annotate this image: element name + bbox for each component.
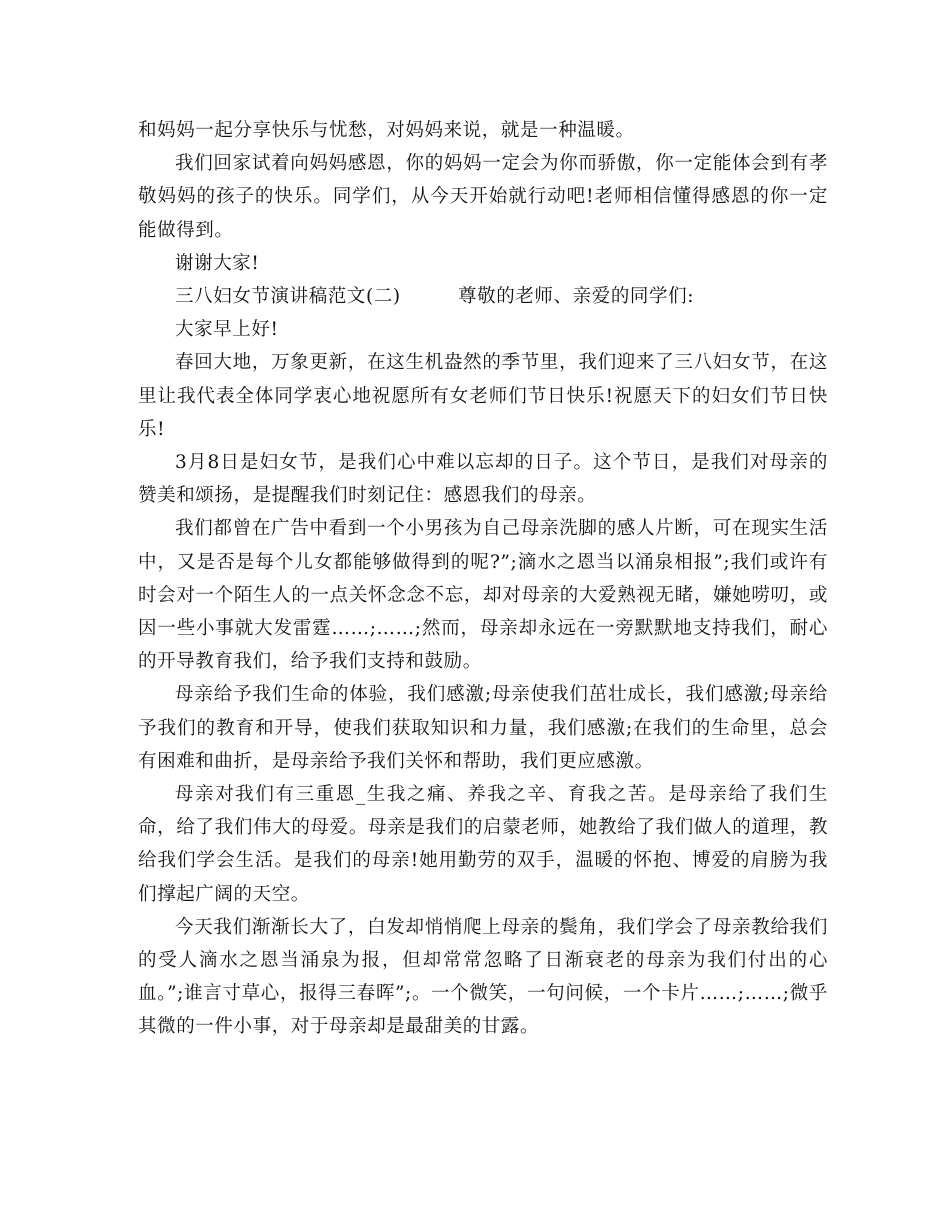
greeting: 大家早上好! xyxy=(175,319,279,341)
paragraph: 我们回家试着向妈妈感恩，你的妈妈一定会为你而骄傲，你一定能体会到有孝敬妈妈的孩子的快乐。同学们，从今天开始就行动吧!老师相信懂得感恩的你一定能做得到。 xyxy=(138,153,828,241)
paragraph: 谢谢大家! xyxy=(175,252,260,274)
paragraph: 今天我们渐渐长大了，白发却悄悄爬上母亲的鬓角，我们学会了母亲教给我们的受人滴水之恩当涌泉为报，但却常常忽略了日渐衰老的母亲为我们付出的心血。”;谁言寸草心，报得三春晖”;。一个微笑，一句问候，一个卡片……;……;微乎其微的一件小事，对于母亲却是最甜美的甘露。 xyxy=(138,916,828,1038)
document-body xyxy=(138,114,828,1044)
section-title: 三八妇女节演讲稿范文(二) 尊敬的老师、亲爱的同学们: xyxy=(175,286,695,308)
paragraph: 3月8日是妇女节，是我们心中难以忘却的日子。这个节日，是我们对母亲的赞美和颂扬，是提醒我们时刻记住：感恩我们的母亲。 xyxy=(138,452,828,507)
paragraph: 春回大地，万象更新，在这生机盎然的季节里，我们迎来了三八妇女节，在这里让我代表全体同学衷心地祝愿所有女老师们节日快乐!祝愿天下的妇女们节日快乐! xyxy=(138,352,828,440)
paragraph: 母亲对我们有三重恩_生我之痛、养我之辛、育我之苦。是母亲给了我们生命，给了我们伟大的母爱。母亲是我们的启蒙老师，她教给了我们做人的道理，教给我们学会生活。是我们的母亲!她用勤劳的双手，温暖的怀抱、博爱的肩膀为我们撑起广阔的天空。 xyxy=(138,784,828,905)
paragraph: 我们都曾在广告中看到一个小男孩为自己母亲洗脚的感人片断，可在现实生活中，又是否是每个儿女都能够做得到的呢?”;滴水之恩当以涌泉相报”;我们或许有时会对一个陌生人的一点关怀念念不忘，却对母亲的大爱熟视无睹，嫌她唠叨，或因一些小事就大发雷霆……;……;然而，母亲却永远在一旁默默地支持我们，耐心的开导教育我们，给予我们支持和鼓励。 xyxy=(138,518,828,673)
paragraph: 和妈妈一起分享快乐与忧愁，对妈妈来说，就是一种温暖。 xyxy=(138,120,635,141)
paragraph: 母亲给予我们生命的体验，我们感激;母亲使我们茁壮成长，我们感激;母亲给予我们的教育和开导，使我们获取知识和力量，我们感激;在我们的生命里，总会有困难和曲折，是母亲给予我们关怀和帮助，我们更应感激。 xyxy=(138,684,828,772)
